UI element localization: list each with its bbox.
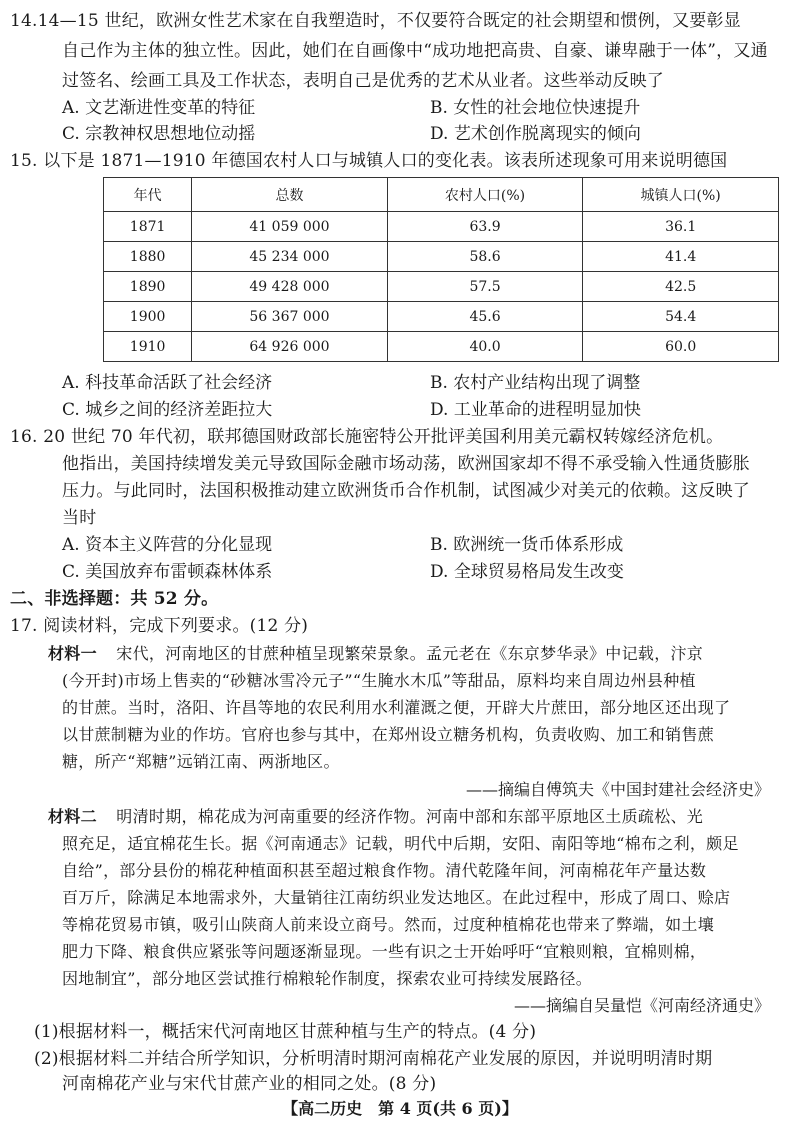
cell-total: 49 428 000 [192,272,387,302]
cell-rural: 58.6 [387,242,583,272]
header-year: 年代 [104,178,192,212]
header-total: 总数 [192,178,387,212]
header-rural: 农村人口(%) [387,178,583,212]
material-2-line-3: 自给”，部分县份的棉花种植面积甚至超过粮食作物。清代乾隆年间，河南棉花年产量达数 [62,861,707,880]
material-1-source: ——摘编自傅筑夫《中国封建社会经济史》 [465,780,770,799]
q17-stem: 17. 阅读材料，完成下列要求。(12 分) [10,616,309,636]
material-2-line-7: 因地制宜”，部分地区尝试推行棉粮轮作制度，探索农业可持续发展路径。 [62,969,593,988]
header-urban: 城镇人口(%) [583,178,779,212]
q14-option-b[interactable]: B. 女性的社会地位快速提升 [430,98,641,118]
cell-rural: 40.0 [387,332,583,362]
q17-sub-question-2-line-1: (2)根据材料二并结合所学知识，分析明清时期河南棉花产业发展的原因，并说明明清时期 [34,1049,713,1069]
q17-sub-question-2-line-2: 河南棉花产业与宋代甘蔗产业的相同之处。(8 分) [62,1074,437,1094]
cell-urban: 54.4 [583,302,779,332]
material-2-source: ——摘编自吴量恺《河南经济通史》 [513,996,770,1015]
q16-stem-line-2: 他指出，美国持续增发美元导致国际金融市场动荡，欧洲国家却不得不承受输入性通货膨胀 [62,454,750,474]
q16-option-d[interactable]: D. 全球贸易格局发生改变 [430,562,624,582]
material-2-line-5: 等棉花贸易市镇，吸引山陕商人前来设立商号。然而，过度种植棉花也带来了弊端，如土壤 [62,915,715,934]
material-2-line-6: 肥力下降、粮食供应紧张等问题逐渐显现。一些有识之士开始呼吁“宜粮则粮，宜棉则棉， [62,942,707,961]
material-1-line-1 [48,640,752,667]
q14-option-c[interactable]: C. 宗教神权思想地位动摇 [62,124,256,144]
cell-urban: 42.5 [583,272,779,302]
cell-year: 1871 [104,212,192,242]
page-footer: 【高二历史 第 4 页(共 6 页)】 [282,1099,518,1118]
material-2-line-4: 百万斤，除满足本地需求外，大量销往江南纺织业发达地区。在此过程中，形成了周口、赊店 [62,888,731,907]
q14-option-d[interactable]: D. 艺术创作脱离现实的倾向 [430,124,641,144]
material-1-text: 宋代，河南地区的甘蔗种植呈现繁荣景象。孟元老在《东京梦华录》中记载，汴京 [116,644,704,663]
q15-option-a[interactable]: A. 科技革命活跃了社会经济 [62,373,273,393]
cell-year: 1890 [104,272,192,302]
cell-year: 1880 [104,242,192,272]
q17-sub-question-1: (1)根据材料一，概括宋代河南地区甘蔗种植与生产的特点。(4 分) [34,1022,537,1042]
q14-stem-line-2: 自己作为主体的独立性。因此，她们在自画像中“成功地把高贵、自豪、谦卑融于一体”，又通 [62,41,768,61]
material-2-label: 材料二 [48,807,97,826]
q14-stem-line-1: 14.14—15 世纪，欧洲女性艺术家在自我塑造时，不仅要符合既定的社会期望和惯例，又要彰显 [10,11,741,31]
cell-urban: 41.4 [583,242,779,272]
cell-total: 56 367 000 [192,302,387,332]
cell-total: 64 926 000 [192,332,387,362]
table-row [104,242,779,272]
cell-rural: 45.6 [387,302,583,332]
table-row [104,332,779,362]
q16-stem-line-1: 16. 20 世纪 70 年代初，联邦德国财政部长施密特公开批评美国利用美元霸权转嫁经济危机。 [10,427,724,447]
q14-option-a[interactable]: A. 文艺渐进性变革的特征 [62,98,256,118]
material-2-text: 明清时期，棉花成为河南重要的经济作物。河南中部和东部平原地区土质疏松、光 [116,807,704,826]
material-2-line-1 [48,803,752,830]
cell-urban: 36.1 [583,212,779,242]
material-1-line-5: 糖，所产“郑糖”远销江南、两浙地区。 [62,752,340,771]
table-row [104,212,779,242]
q16-stem-line-4: 当时 [62,508,97,528]
q16-option-b[interactable]: B. 欧洲统一货币体系形成 [430,535,624,555]
cell-rural: 63.9 [387,212,583,242]
cell-urban: 60.0 [583,332,779,362]
q16-stem-line-3: 压力。与此同时，法国积极推动建立欧洲货币合作机制，试图减少对美元的依赖。这反映了 [62,481,750,501]
cell-year: 1910 [104,332,192,362]
material-1-label: 材料一 [48,644,97,663]
cell-total: 45 234 000 [192,242,387,272]
cell-rural: 57.5 [387,272,583,302]
q15-option-b[interactable]: B. 农村产业结构出现了调整 [430,373,641,393]
q16-option-a[interactable]: A. 资本主义阵营的分化显现 [62,535,273,555]
cell-year: 1900 [104,302,192,332]
material-1-line-4: 以甘蔗制糖为业的作坊。官府也参与其中，在郑州设立糖务机构，负责收购、加工和销售蔗 [62,725,715,744]
population-table [103,177,779,362]
table-row [104,302,779,332]
material-2-line-2: 照充足，适宜棉花生长。据《河南通志》记载，明代中后期，安阳、南阳等地“棉布之利，颇足 [62,834,739,853]
material-1-line-2: (今开封)市场上售卖的“砂糖冰雪冷元子”“生腌水木瓜”等甜品，原料均来自周边州县种植 [62,671,696,690]
q15-option-d[interactable]: D. 工业革命的进程明显加快 [430,400,641,420]
material-1-line-3: 的甘蔗。当时，洛阳、许昌等地的农民利用水利灌溉之便，开辟大片蔗田，部分地区还出现了 [62,698,731,717]
q16-option-c[interactable]: C. 美国放弃布雷顿森林体系 [62,562,273,582]
table-row [104,272,779,302]
q15-option-c[interactable]: C. 城乡之间的经济差距拉大 [62,400,273,420]
q15-stem: 15. 以下是 1871—1910 年德国农村人口与城镇人口的变化表。该表所述现象可用来说明德国 [10,151,728,171]
cell-total: 41 059 000 [192,212,387,242]
q14-stem-line-3: 过签名、绘画工具及工作状态，表明自己是优秀的艺术从业者。这些举动反映了 [62,71,664,91]
section-heading: 二、非选择题：共 52 分。 [10,589,219,609]
table-header-row [104,178,779,212]
